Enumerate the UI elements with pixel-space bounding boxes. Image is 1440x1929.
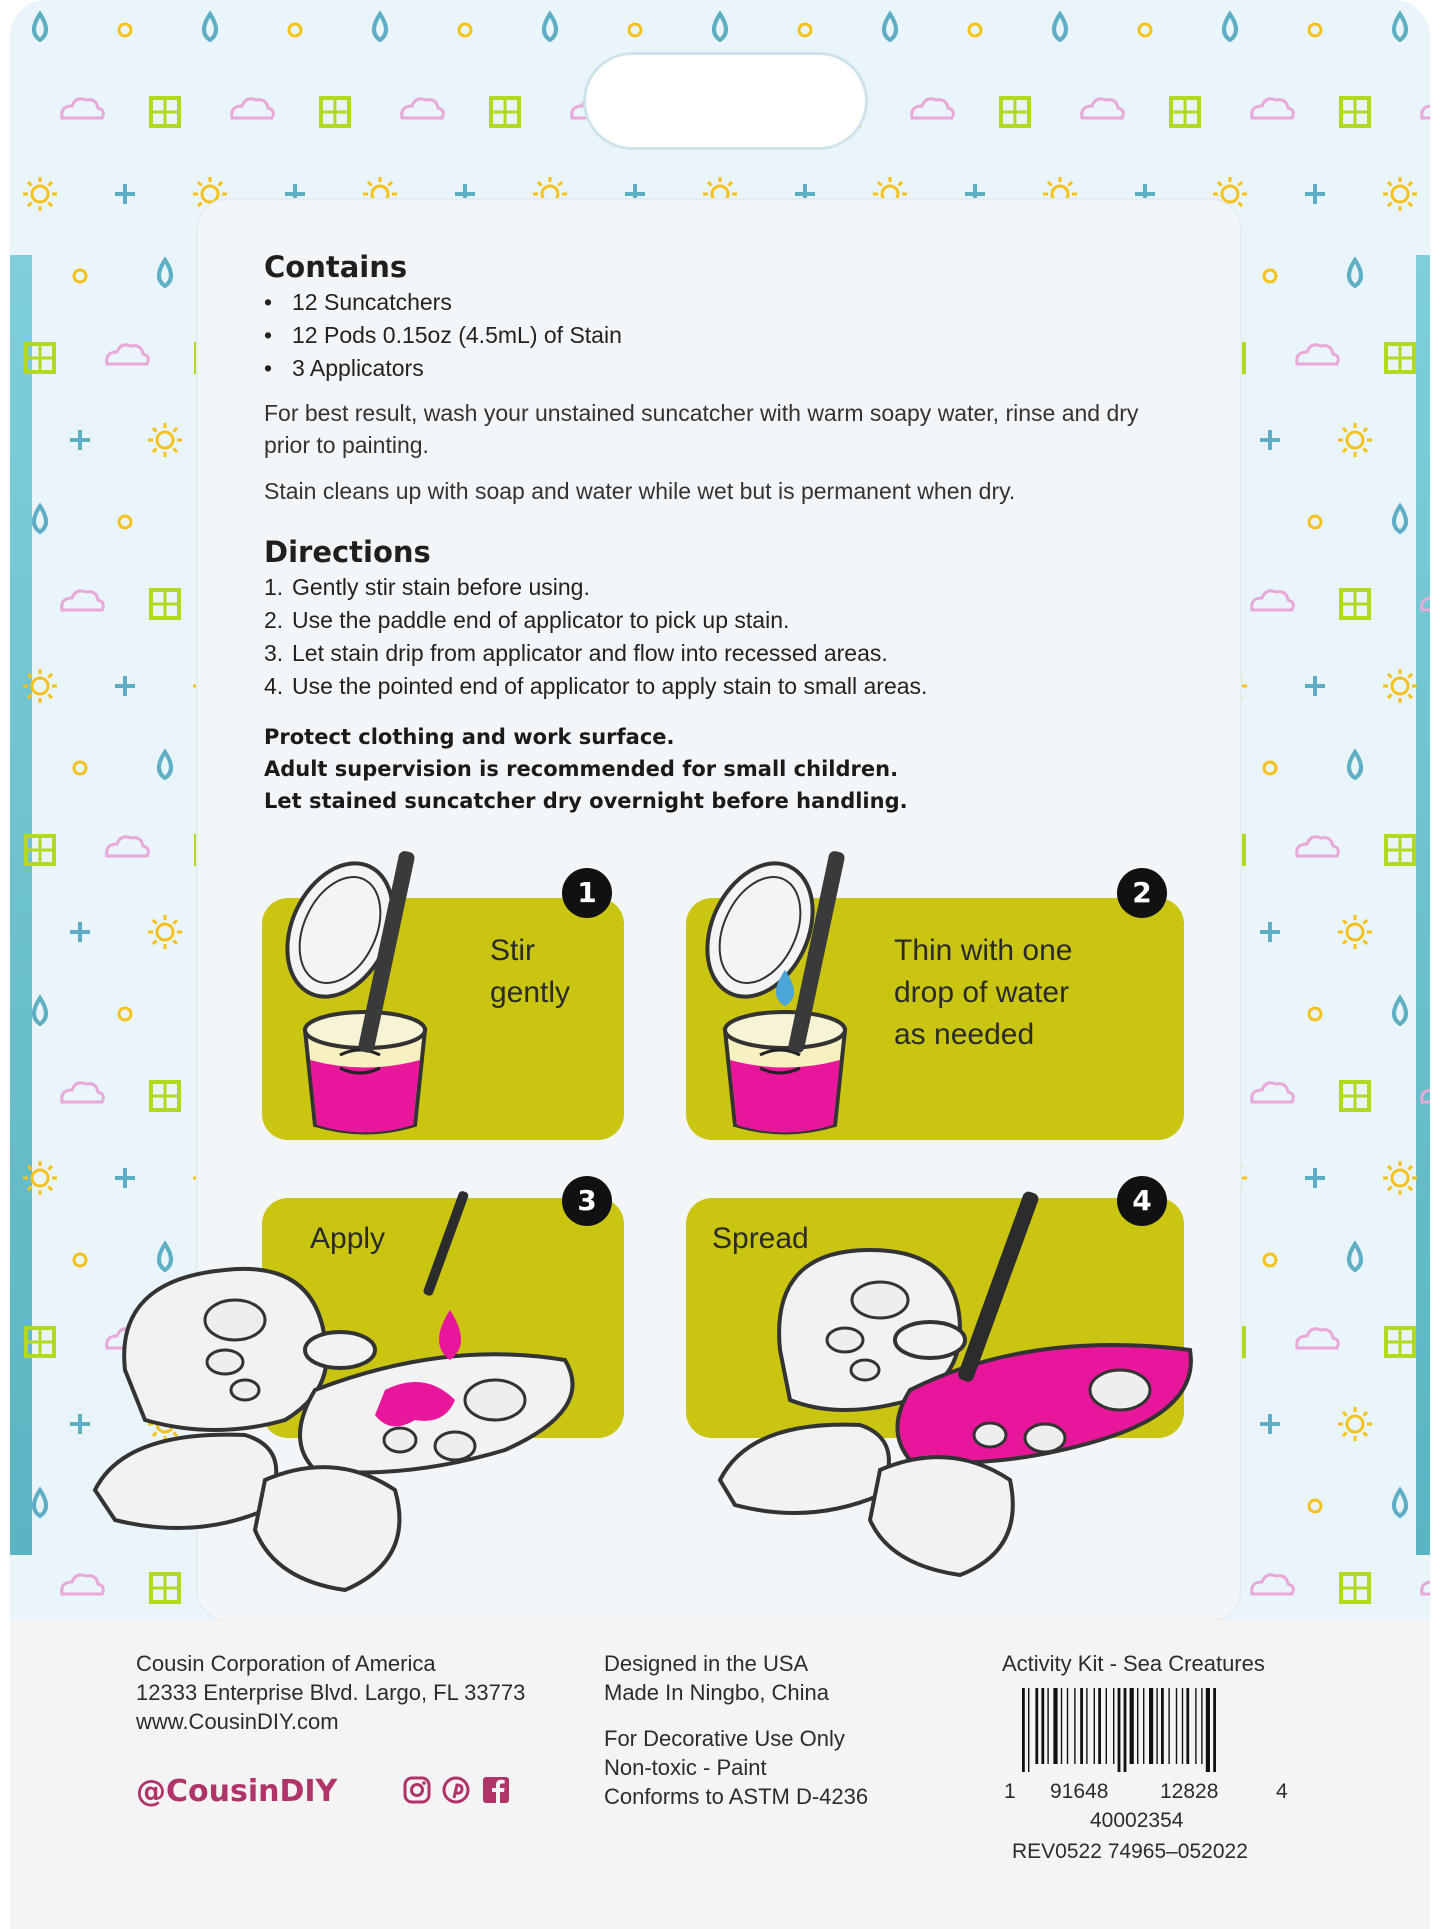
drop-icon [1349, 752, 1361, 778]
barcode-bar [1201, 1688, 1202, 1764]
barcode-bar [1074, 1688, 1075, 1764]
warning-line: Adult supervision is recommended for small children. [264, 757, 899, 781]
plus-icon [1260, 430, 1280, 450]
step-badge-1: 1 [562, 868, 612, 918]
sun-icon [1338, 1407, 1372, 1441]
plus-icon [1260, 1414, 1280, 1434]
window-icon [1341, 98, 1369, 126]
cloud-icon [107, 837, 149, 856]
plus-icon [70, 430, 90, 450]
drop-icon [1054, 14, 1066, 40]
sun-icon [23, 1161, 57, 1195]
directions-heading: Directions [264, 535, 431, 569]
cloud-icon [232, 99, 274, 118]
barcode-bar [1137, 1688, 1138, 1764]
barcode-bar [1182, 1688, 1183, 1764]
cloud-icon [1252, 1083, 1294, 1102]
window-icon [26, 836, 54, 864]
ring-icon [1264, 270, 1276, 282]
step-4-caption: Spread [712, 1222, 809, 1255]
cleanup-note: Stain cleans up with soap and water while wet but is permanent when dry. [264, 478, 1016, 504]
cloud-icon [62, 1083, 104, 1102]
cloud-icon [402, 99, 444, 118]
step-badge-2: 2 [1117, 868, 1167, 918]
barcode-bar [1176, 1688, 1177, 1764]
plus-icon [1260, 922, 1280, 942]
barcode-digit: 91648 [1050, 1780, 1109, 1803]
window-icon [1341, 590, 1369, 618]
barcode-digit: 4 [1276, 1780, 1288, 1803]
company-info: Cousin Corporation of America 12333 Enterprise Blvd. Largo, FL 33773 www.CousinDIY.com [136, 1651, 526, 1734]
plus-icon [115, 1168, 135, 1188]
cloud-icon [1252, 99, 1294, 118]
plus-icon [1305, 1168, 1325, 1188]
window-icon [26, 344, 54, 372]
barcode-bar [1086, 1688, 1087, 1764]
cloud-icon [107, 345, 149, 364]
drop-icon [1224, 14, 1236, 40]
barcode-digit: 1 [1004, 1780, 1016, 1803]
ring-icon [74, 762, 86, 774]
barcode-bar [1098, 1688, 1101, 1764]
ring-icon [459, 24, 471, 36]
cloud-icon [1082, 99, 1124, 118]
barcode-bar [1118, 1688, 1121, 1772]
drop-icon [884, 14, 896, 40]
ring-icon [1264, 762, 1276, 774]
barcode-bar [1067, 1688, 1068, 1764]
cloud-icon [62, 591, 104, 610]
ring-icon [1309, 1008, 1321, 1020]
cloud-icon [1297, 1329, 1339, 1348]
step-1-caption: Stir gently [490, 934, 571, 1009]
sun-icon [1338, 915, 1372, 949]
drop-icon [34, 998, 46, 1024]
step-3-caption: Apply [310, 1222, 386, 1255]
list-item: 2. Use the paddle end of applicator to pick up stain. [264, 607, 790, 633]
plus-icon [1305, 676, 1325, 696]
barcode-bar [1149, 1688, 1153, 1764]
window-icon [1386, 344, 1414, 372]
cloud-icon [912, 99, 954, 118]
plus-icon [1305, 184, 1325, 204]
hang-hole [583, 52, 868, 150]
barcode-bar [1053, 1688, 1057, 1764]
window-icon [1001, 98, 1029, 126]
sun-icon [1383, 1161, 1417, 1195]
contains-heading: Contains [264, 250, 408, 284]
drop-icon [1394, 506, 1406, 532]
cup-water-illustration [690, 850, 910, 1140]
social-handle: @CousinDIY [136, 1774, 338, 1809]
ring-icon [1264, 1254, 1276, 1266]
ring-icon [1309, 24, 1321, 36]
cloud-icon [1252, 1575, 1294, 1594]
barcode-bar [1156, 1688, 1157, 1764]
list-item: 1. Gently stir stain before using. [264, 574, 590, 600]
window-icon [151, 98, 179, 126]
drop-icon [374, 14, 386, 40]
drop-icon [34, 1490, 46, 1516]
barcode-bar [1206, 1688, 1210, 1772]
butterfly-apply-illustration [85, 1190, 645, 1610]
sun-icon [148, 423, 182, 457]
plus-icon [115, 184, 135, 204]
ring-icon [74, 270, 86, 282]
barcode-bar [1124, 1688, 1127, 1772]
barcode-bar [1094, 1688, 1095, 1764]
instagram-icon [403, 1776, 431, 1804]
list-item: • 3 Applicators [264, 355, 424, 381]
drop-icon [1394, 1490, 1406, 1516]
contains-list [264, 286, 1224, 385]
sun-icon [23, 669, 57, 703]
wash-instructions: For best result, wash your unstained suncatcher with warm soapy water, rinse and dry prior to painting. [264, 400, 1139, 458]
ring-icon [1139, 24, 1151, 36]
facebook-icon [482, 1776, 510, 1804]
step-2-caption: Thin with one drop of water as needed [894, 934, 1073, 1051]
list-item: 4. Use the pointed end of applicator to apply stain to small areas. [264, 673, 928, 699]
cloud-icon [1297, 837, 1339, 856]
barcode-bar [1213, 1688, 1216, 1772]
barcode-bar [1161, 1688, 1164, 1764]
cloud-icon [62, 99, 104, 118]
barcode-bar [1130, 1688, 1134, 1764]
barcode-bar [1143, 1688, 1144, 1764]
barcode-bar [1080, 1688, 1083, 1764]
window-icon [26, 1328, 54, 1356]
list-item: 3. Let stain drip from applicator and flow into recessed areas. [264, 640, 888, 666]
ring-icon [119, 24, 131, 36]
drop-icon [34, 14, 46, 40]
cloud-icon [1422, 99, 1430, 118]
plus-icon [70, 922, 90, 942]
drop-icon [204, 14, 216, 40]
ring-icon [629, 24, 641, 36]
barcode-bar [1047, 1688, 1048, 1764]
cloud-icon [1422, 1575, 1430, 1594]
sun-icon [1338, 423, 1372, 457]
step-badge-4: 4 [1117, 1176, 1167, 1226]
window-icon [491, 98, 519, 126]
safety-info: For Decorative Use Only Non-toxic - Paint Conforms to ASTM D-4236 [604, 1726, 869, 1809]
content [264, 250, 1224, 817]
ring-icon [1309, 516, 1321, 528]
ring-icon [289, 24, 301, 36]
warning-line: Protect clothing and work surface. [264, 725, 675, 749]
barcode-bar [1106, 1688, 1107, 1764]
warning-line: Let stained suncatcher dry overnight before handling. [264, 789, 908, 813]
step-badge-3: 3 [562, 1176, 612, 1226]
ring-icon [119, 1008, 131, 1020]
barcode-bar [1113, 1688, 1114, 1764]
drop-icon [159, 260, 171, 286]
window-icon [151, 590, 179, 618]
drop-icon [1349, 1244, 1361, 1270]
barcode-bar [1061, 1688, 1062, 1764]
safety-warnings [264, 721, 1224, 817]
cloud-icon [1252, 591, 1294, 610]
sun-icon [1383, 669, 1417, 703]
barcode-bar [1195, 1688, 1196, 1764]
drop-icon [544, 14, 556, 40]
list-item: • 12 Pods 0.15oz (4.5mL) of Stain [264, 322, 622, 348]
list-item: • 12 Suncatchers [264, 289, 452, 315]
revision-code: REV0522 74965–052022 [1012, 1840, 1248, 1863]
ring-icon [1309, 1500, 1321, 1512]
ring-icon [119, 516, 131, 528]
barcode-bar [1035, 1688, 1038, 1764]
barcode-bar [1022, 1688, 1025, 1772]
barcode-bar [1028, 1688, 1029, 1772]
drop-icon [714, 14, 726, 40]
sku-number: 40002354 [1090, 1809, 1184, 1832]
sun-icon [23, 177, 57, 211]
barcode [1020, 1688, 1278, 1772]
window-icon [1341, 1574, 1369, 1602]
barcode-bar [1186, 1688, 1189, 1764]
barcode-digit: 12828 [1160, 1780, 1219, 1803]
cloud-icon [1297, 345, 1339, 364]
pinterest-icon [442, 1776, 470, 1804]
directions-list [264, 571, 1224, 703]
product-name: Activity Kit - Sea Creatures [1002, 1651, 1265, 1676]
window-icon [1386, 836, 1414, 864]
barcode-bar [1168, 1688, 1169, 1764]
window-icon [151, 1082, 179, 1110]
drop-icon [159, 752, 171, 778]
window-icon [1171, 98, 1199, 126]
window-icon [321, 98, 349, 126]
plus-icon [115, 676, 135, 696]
cup-stir-illustration [270, 850, 490, 1140]
drop-icon [1394, 998, 1406, 1024]
cloud-icon [1422, 591, 1430, 610]
barcode-bar [1041, 1688, 1044, 1764]
window-icon [1341, 1082, 1369, 1110]
drop-icon [34, 506, 46, 532]
window-icon [1386, 1328, 1414, 1356]
sun-icon [1383, 177, 1417, 211]
cloud-icon [1422, 1083, 1430, 1102]
ring-icon [799, 24, 811, 36]
ring-icon [969, 24, 981, 36]
drop-icon [1349, 260, 1361, 286]
origin-info: Designed in the USA Made In Ningbo, China [604, 1651, 830, 1705]
sun-icon [148, 915, 182, 949]
butterfly-spread-illustration [680, 1190, 1200, 1590]
drop-icon [1394, 14, 1406, 40]
